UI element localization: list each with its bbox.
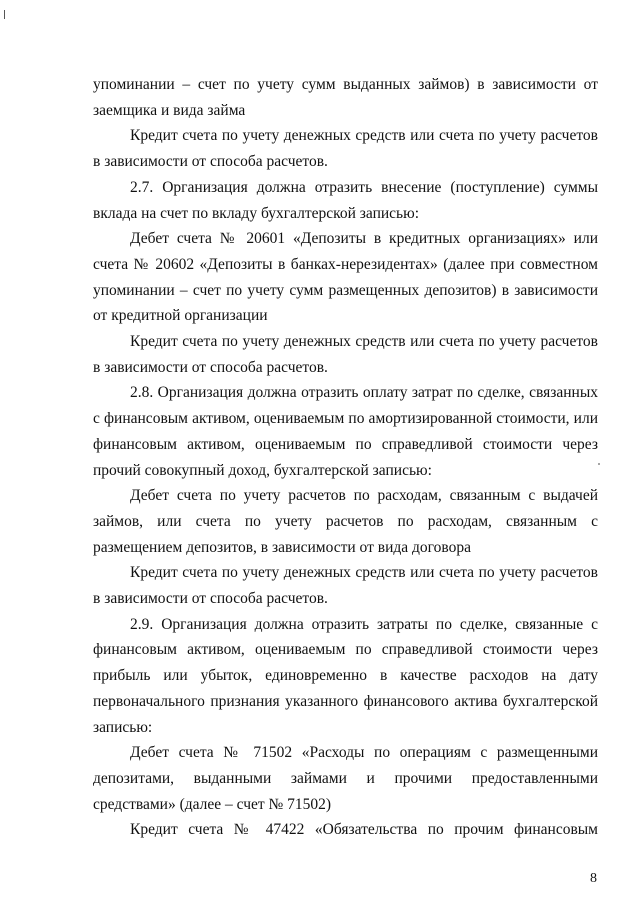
scan-edge-mark	[4, 10, 5, 19]
document-body	[93, 72, 598, 843]
page-number: 8	[590, 871, 597, 886]
paragraph-credit-entry: Кредит счета по учету денежных средств или счета по учету расчетов в зависимости от способа расчетов.	[93, 127, 598, 171]
paragraph-debit-entry: Дебет счета по учету расчетов по расходам, связанным с выдачей займов, или счета по учету расчетов по расходам, связанным с размещением депозитов, в зависимости от вида договора	[93, 487, 598, 556]
paragraph-section-2-7: 2.7. Организация должна отразить внесение (поступление) суммы вклада на счет по вкладу бухгалтерской записью:	[93, 178, 598, 222]
paragraph-credit-entry: Кредит счета по учету денежных средств или счета по учету расчетов в зависимости от способа расчетов.	[93, 333, 598, 376]
scan-speck	[598, 463, 600, 465]
paragraph-continuation: упоминании – счет по учету сумм выданных займов) в зависимости от заемщика и вида займа	[93, 76, 598, 119]
paragraph-debit-entry: Дебет счета № 20601 «Депозиты в кредитных организациях» или счета № 20602 «Депозиты в банках-нерезидентах» (далее при совместном упоминании – счет по учету сумм размещенных депозитов) в зависимости от кредитной организации	[93, 230, 598, 325]
paragraph-section-2-8: 2.8. Организация должна отразить оплату затрат по сделке, связанных с финансовым активом, оцениваемым по амортизированной стоимости, или финансовым активом, оцениваемым по справедливой стоимости через прочий совокупный доход, бухгалтерской записью:	[93, 384, 598, 479]
paragraph-credit-entry: Кредит счета по учету денежных средств или счета по учету расчетов в зависимости от способа расчетов.	[93, 564, 598, 608]
paragraph-debit-entry: Дебет счета № 71502 «Расходы по операциям с размещенными депозитами, выданными займами и прочими предоставленными средствами» (далее – счет № 71502)	[93, 744, 598, 813]
paragraph-credit-entry: Кредит счета № 47422 «Обязательства по прочим финансовым	[130, 821, 598, 839]
paragraph-section-2-9: 2.9. Организация должна отразить затраты по сделке, связанные с финансовым активом, оцениваемым по справедливой стоимости через прибыль или убыток, единовременно в качестве расходов на дату первоначального признания указанного финансового актива бухгалтерской записью:	[93, 615, 598, 736]
